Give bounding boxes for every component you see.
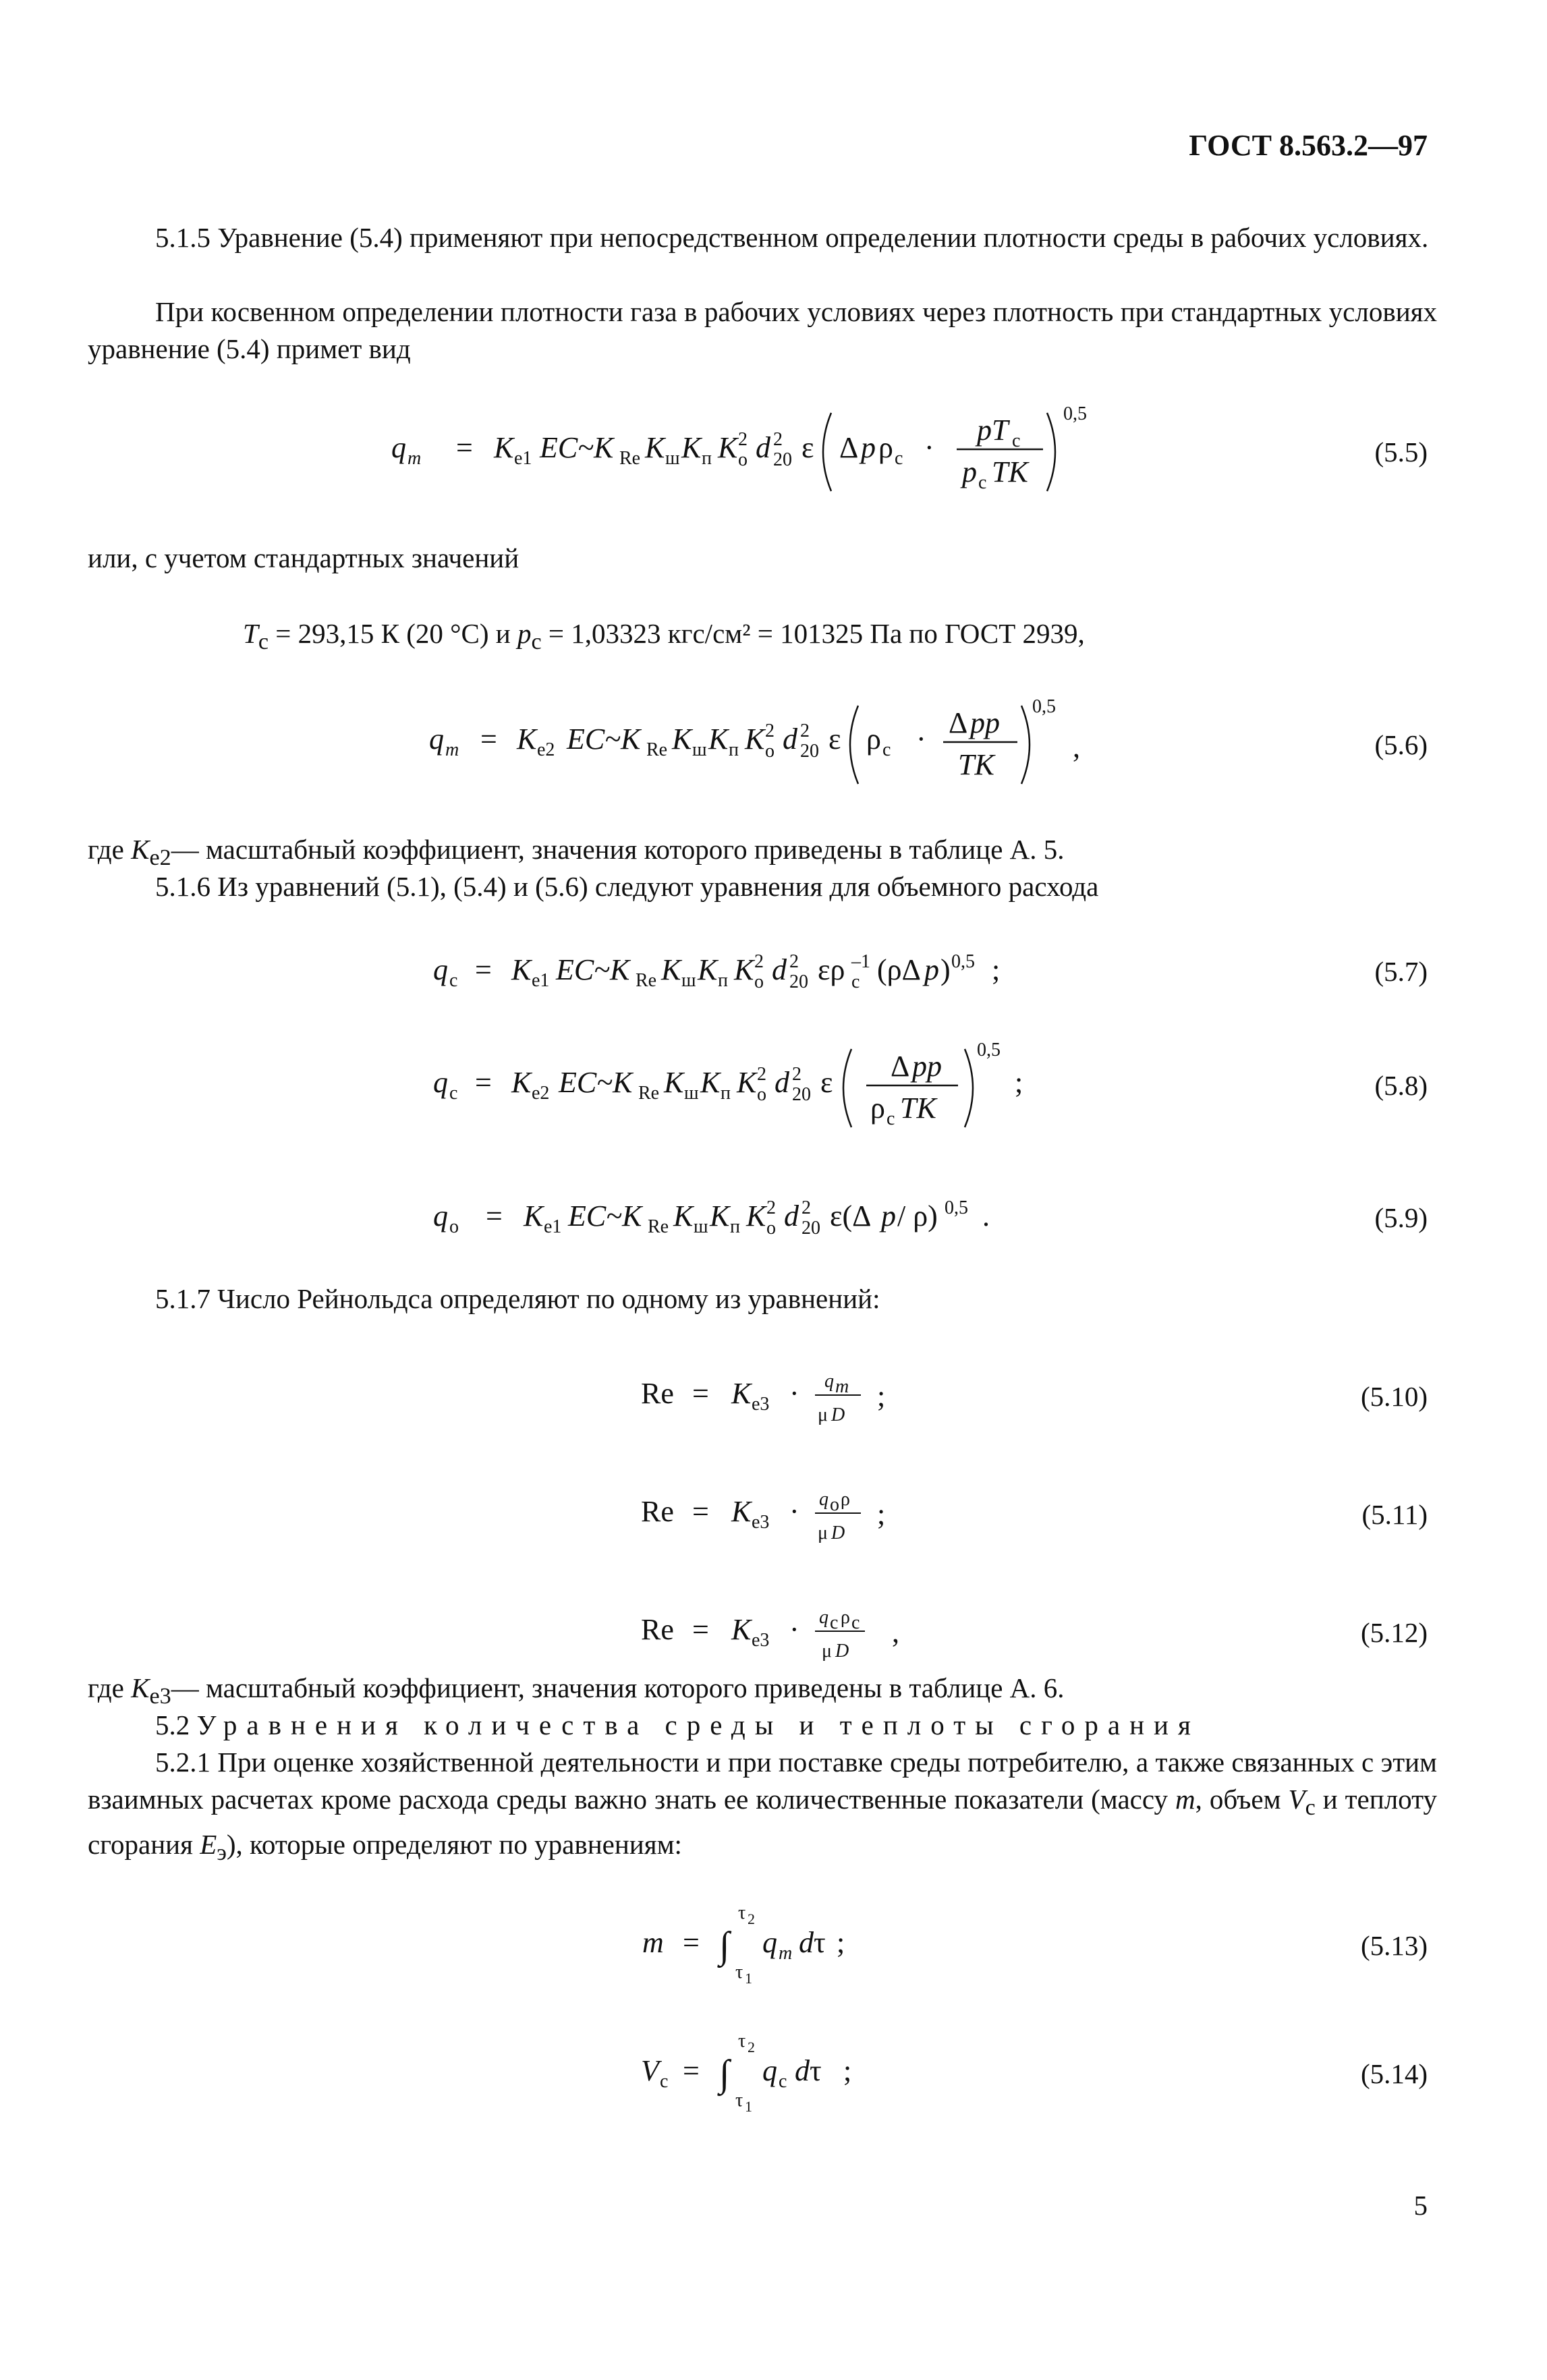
svg-text:;: ; <box>843 2054 852 2087</box>
svg-text:2: 2 <box>792 1064 801 1085</box>
svg-text:о: о <box>766 1218 776 1239</box>
svg-text:0,5: 0,5 <box>977 1040 1001 1060</box>
svg-text:п: п <box>718 970 728 991</box>
svg-text:K: K <box>664 1066 684 1099</box>
svg-text:Δ: Δ <box>839 431 859 464</box>
svg-text:pp: pp <box>970 706 1000 739</box>
svg-text:q: q <box>819 1489 828 1510</box>
svg-text:EC~K: EC~K <box>567 722 641 756</box>
svg-text:=: = <box>475 1066 492 1099</box>
svg-text:ш: ш <box>665 448 680 469</box>
svg-text:е1: е1 <box>544 1216 562 1237</box>
svg-text:d: d <box>756 431 770 464</box>
paragraph-5-1-5: 5.1.5 Уравнение (5.4) применяют при непосредственном определении плотности среды в рабочих условиях. <box>155 222 1429 253</box>
equation-5-10 <box>0 1356 1547 1464</box>
svg-text:п: п <box>729 739 739 760</box>
svg-text:Re: Re <box>636 970 657 991</box>
paragraph-ke3-definition: где $K_{е3}—$ масштабный коэффициент, значения которого приведены в таблице А. 6. <box>88 1672 1065 1709</box>
equation-number-5-7: (5.7) <box>1374 956 1428 987</box>
svg-text:K: K <box>517 722 537 756</box>
svg-text:τ: τ <box>738 1902 746 1923</box>
svg-text:о: о <box>754 971 764 992</box>
svg-text:μ: μ <box>822 1641 833 1662</box>
svg-text:Re: Re <box>641 1377 674 1410</box>
svg-text:K: K <box>731 1495 752 1528</box>
svg-text:·: · <box>924 431 934 464</box>
svg-text:K: K <box>731 1377 752 1410</box>
svg-text:,: , <box>1073 731 1080 764</box>
svg-text:е3: е3 <box>752 1394 770 1415</box>
equation-5-6-formula <box>0 695 1547 803</box>
svg-text:(ρΔ: (ρΔ <box>877 953 921 986</box>
svg-text:q: q <box>824 1371 834 1392</box>
svg-text:о: о <box>830 1494 839 1515</box>
svg-text:Re: Re <box>638 1083 660 1104</box>
svg-text:d: d <box>772 953 787 986</box>
svg-text:/ ρ): / ρ) <box>897 1199 938 1232</box>
svg-text:20: 20 <box>789 971 808 992</box>
svg-text:1: 1 <box>745 2098 752 2115</box>
svg-text:20: 20 <box>801 1218 820 1239</box>
svg-text:d: d <box>799 1926 814 1959</box>
equation-number-5-14: (5.14) <box>1360 2058 1428 2089</box>
svg-text:q: q <box>433 1199 448 1232</box>
svg-text:ρ: ρ <box>870 1092 885 1125</box>
svg-text:K: K <box>511 1066 532 1099</box>
svg-text:K: K <box>673 1199 694 1232</box>
svg-text:D: D <box>835 1641 849 1662</box>
svg-text:q: q <box>819 1607 828 1628</box>
svg-text:d: d <box>783 722 797 756</box>
svg-text:q: q <box>433 1066 448 1099</box>
svg-text:m: m <box>779 1943 793 1964</box>
equation-5-7 <box>0 931 1547 1039</box>
svg-text:q: q <box>762 2054 777 2087</box>
svg-text:;: ; <box>877 1380 886 1413</box>
equation-5-13-formula <box>0 1896 1547 1990</box>
svg-text:K: K <box>681 431 702 464</box>
svg-text:K: K <box>698 953 718 986</box>
equation-5-12-formula <box>0 1592 1547 1673</box>
svg-text:с: с <box>895 448 903 469</box>
svg-text:∫: ∫ <box>719 1925 730 1966</box>
svg-text:q: q <box>433 953 448 986</box>
svg-text:Re: Re <box>648 1216 669 1237</box>
svg-text:ε: ε <box>820 1066 833 1099</box>
svg-text:Re: Re <box>619 448 641 469</box>
svg-text:K: K <box>745 722 765 756</box>
svg-text:0,5: 0,5 <box>951 951 975 972</box>
svg-text:.: . <box>982 1199 990 1232</box>
svg-text:V: V <box>641 2054 659 2087</box>
svg-text:о: о <box>738 449 748 470</box>
svg-text:TK: TK <box>958 748 994 781</box>
svg-text:τ: τ <box>738 2031 746 2051</box>
svg-text:;: ; <box>877 1498 886 1531</box>
equation-5-10-formula <box>0 1356 1547 1437</box>
svg-text:μ: μ <box>818 1523 828 1543</box>
svg-text:K: K <box>672 722 692 756</box>
svg-text:е1: е1 <box>514 448 532 469</box>
svg-text:с: с <box>779 2071 787 2092</box>
svg-text:ρ: ρ <box>841 1489 850 1510</box>
svg-text:∫: ∫ <box>719 2053 730 2095</box>
svg-text:·: · <box>789 1613 799 1646</box>
svg-text:K: K <box>661 953 681 986</box>
svg-text:TK: TK <box>992 455 1028 488</box>
svg-text:;: ; <box>837 1926 845 1959</box>
svg-text:K: K <box>734 953 754 986</box>
equation-5-11-formula <box>0 1474 1547 1555</box>
svg-text:0,5: 0,5 <box>945 1197 968 1218</box>
svg-text:,: , <box>892 1616 899 1649</box>
svg-text:=: = <box>692 1613 709 1646</box>
svg-text:;: ; <box>1015 1066 1023 1099</box>
equation-number-5-6: (5.6) <box>1374 729 1428 760</box>
equation-number-5-5: (5.5) <box>1374 436 1428 468</box>
svg-text:K: K <box>737 1066 757 1099</box>
svg-text:ρ: ρ <box>878 431 893 464</box>
equation-5-13 <box>0 1896 1547 2004</box>
svg-text:е3: е3 <box>752 1512 770 1533</box>
svg-text:μ: μ <box>818 1405 828 1425</box>
svg-text:п: п <box>730 1216 740 1237</box>
svg-text:K: K <box>710 1199 730 1232</box>
svg-text:2: 2 <box>748 1910 755 1927</box>
svg-text:=: = <box>475 953 492 986</box>
svg-text:D: D <box>831 1405 845 1425</box>
svg-text:20: 20 <box>800 741 819 762</box>
svg-text:=: = <box>683 1926 700 1959</box>
svg-text:е2: е2 <box>537 739 555 760</box>
svg-text:pp: pp <box>912 1050 942 1083</box>
equation-5-8-formula <box>0 1036 1547 1143</box>
svg-text:=: = <box>683 2054 700 2087</box>
equation-5-14 <box>0 2024 1547 2132</box>
svg-text:Δ: Δ <box>891 1050 910 1083</box>
svg-text:ε: ε <box>801 431 814 464</box>
equation-5-11 <box>0 1474 1547 1582</box>
svg-text:2: 2 <box>754 951 764 972</box>
paragraph-5-1-6: 5.1.6 Из уравнений (5.1), (5.4) и (5.6) следуют уравнения для объемного расхода <box>155 871 1099 902</box>
page-number: 5 <box>1413 2190 1428 2221</box>
svg-text:d: d <box>784 1199 799 1232</box>
equation-number-5-12: (5.12) <box>1360 1617 1428 1648</box>
svg-text:K: K <box>524 1199 544 1232</box>
document-code: ГОСТ 8.563.2—97 <box>1189 129 1428 162</box>
svg-text:с: с <box>887 1108 895 1129</box>
svg-text:K: K <box>511 953 532 986</box>
svg-text:·: · <box>789 1495 799 1528</box>
svg-text:d: d <box>775 1066 789 1099</box>
svg-text:m: m <box>835 1376 849 1397</box>
svg-text:2: 2 <box>800 720 810 741</box>
svg-text:с: с <box>882 739 891 760</box>
svg-text:ερ: ερ <box>818 953 845 986</box>
equation-number-5-9: (5.9) <box>1374 1202 1428 1233</box>
equation-number-5-10: (5.10) <box>1360 1381 1428 1412</box>
svg-text:m: m <box>642 1926 664 1959</box>
svg-text:с: с <box>978 472 987 493</box>
svg-text:1: 1 <box>745 1970 752 1987</box>
svg-text:K: K <box>645 431 665 464</box>
equation-5-14-formula <box>0 2024 1547 2118</box>
svg-text:ш: ш <box>681 970 696 991</box>
svg-text:20: 20 <box>773 449 792 470</box>
equation-5-5 <box>0 398 1547 506</box>
svg-text:K: K <box>700 1066 721 1099</box>
svg-text:ш: ш <box>684 1083 699 1104</box>
svg-text:с: с <box>851 971 860 992</box>
svg-text:о: о <box>449 1216 459 1237</box>
svg-text:е3: е3 <box>752 1630 770 1651</box>
svg-text:TK: TK <box>900 1092 936 1125</box>
equation-5-9-formula <box>0 1177 1547 1258</box>
svg-text:с: с <box>449 970 458 991</box>
svg-text:2: 2 <box>789 951 799 972</box>
svg-text:–1: –1 <box>851 951 870 972</box>
paragraph-or-standard: или, с учетом стандартных значений <box>88 542 519 573</box>
svg-text:Re: Re <box>641 1613 674 1646</box>
svg-text:D: D <box>831 1523 845 1543</box>
svg-text:=: = <box>480 722 497 756</box>
svg-text:20: 20 <box>792 1084 811 1105</box>
svg-text:EC~K: EC~K <box>540 431 614 464</box>
svg-text:;: ; <box>992 953 1001 986</box>
svg-text:K: K <box>731 1613 752 1646</box>
svg-text:ρ: ρ <box>841 1607 850 1628</box>
svg-text:с: с <box>449 1083 458 1104</box>
svg-text:·: · <box>789 1377 799 1410</box>
svg-text:е1: е1 <box>532 970 550 991</box>
svg-text:d: d <box>795 2054 810 2087</box>
svg-text:2: 2 <box>766 1197 776 1218</box>
svg-text:EC~K: EC~K <box>568 1199 642 1232</box>
equation-5-9 <box>0 1177 1547 1285</box>
svg-text:=: = <box>692 1495 709 1528</box>
equation-number-5-13: (5.13) <box>1360 1930 1428 1961</box>
svg-text:ε(Δ: ε(Δ <box>830 1199 872 1232</box>
svg-text:K: K <box>708 722 729 756</box>
svg-text:pT: pT <box>977 414 1009 447</box>
equation-5-6 <box>0 695 1547 803</box>
svg-text:EC~K: EC~K <box>559 1066 633 1099</box>
svg-text:τ: τ <box>735 1962 743 1983</box>
svg-text:ρ: ρ <box>866 722 881 756</box>
standard-values-line: $T_с = 293,15$ К (20 °С) и $p_с = 1,03323$ кгс/см² = 101325 Па по ГОСТ 2939, <box>243 618 1085 655</box>
svg-text:2: 2 <box>801 1197 811 1218</box>
svg-text:о: о <box>757 1084 766 1105</box>
svg-text:=: = <box>486 1199 503 1232</box>
svg-text:0,5: 0,5 <box>1063 403 1087 424</box>
svg-text:EC~K: EC~K <box>556 953 630 986</box>
svg-text:τ: τ <box>735 2090 743 2111</box>
svg-text:0,5: 0,5 <box>1032 696 1056 717</box>
equation-5-7-formula <box>0 931 1547 1012</box>
svg-text:p: p <box>924 953 939 986</box>
svg-text:п: п <box>702 448 712 469</box>
svg-text:с: с <box>1012 430 1021 451</box>
equation-number-5-11: (5.11) <box>1361 1499 1428 1530</box>
svg-text:q: q <box>762 1926 777 1959</box>
paragraph-indirect-density: При косвенном определении плотности газа в рабочих условиях через плотность при стандартных условиях уравнение (5.4) примет вид <box>88 296 1437 364</box>
equation-5-8 <box>0 1036 1547 1143</box>
svg-text:p: p <box>881 1199 896 1232</box>
svg-text:2: 2 <box>748 2039 755 2056</box>
svg-text:Re: Re <box>641 1495 674 1528</box>
svg-text:q: q <box>429 722 444 756</box>
svg-text:p: p <box>861 431 876 464</box>
svg-text:=: = <box>456 431 473 464</box>
equation-number-5-8: (5.8) <box>1374 1070 1428 1101</box>
svg-text:·: · <box>916 722 926 756</box>
svg-text:p: p <box>962 455 977 488</box>
svg-text:m: m <box>445 739 459 760</box>
svg-text:е2: е2 <box>532 1083 550 1104</box>
svg-text:=: = <box>692 1377 709 1410</box>
svg-text:2: 2 <box>757 1064 766 1085</box>
svg-text:2: 2 <box>773 429 783 450</box>
paragraph-ke2-definition: где $K_{е2}—$ масштабный коэффициент, значения которого приведены в таблице А. 5. <box>88 834 1065 871</box>
svg-text:с: с <box>830 1612 839 1633</box>
svg-text:K: K <box>718 431 738 464</box>
svg-text:ш: ш <box>694 1216 708 1237</box>
svg-text:Re: Re <box>646 739 668 760</box>
svg-text:с: с <box>851 1612 860 1633</box>
svg-text:ш: ш <box>692 739 707 760</box>
svg-text:τ: τ <box>810 2054 822 2087</box>
svg-text:ε: ε <box>828 722 841 756</box>
svg-text:K: K <box>746 1199 766 1232</box>
section-heading-5-2: 5.2 Уравнения количества среды и теплоты сгорания <box>155 1709 1200 1740</box>
svg-text:): ) <box>940 953 951 986</box>
svg-text:K: K <box>494 431 514 464</box>
svg-text:q: q <box>391 431 406 464</box>
paragraph-5-2-1: 5.2.1 При оценке хозяйственной деятельности и при поставке среды потребителю, а также связанных с этим взаимных расчетах кроме расхода среды важно знать ее количественные показатели (массу m, объем $V_с$ и теплоту сгорания $E_э$), которые определяют по уравнениям: <box>88 1747 1437 1866</box>
svg-text:2: 2 <box>765 720 775 741</box>
svg-text:п: п <box>721 1083 731 1104</box>
svg-text:m: m <box>407 448 422 469</box>
svg-text:Δ: Δ <box>949 706 968 739</box>
svg-text:о: о <box>765 741 775 762</box>
svg-text:с: с <box>660 2071 669 2092</box>
equation-5-5-formula <box>0 398 1547 506</box>
svg-text:2: 2 <box>738 429 748 450</box>
paragraph-5-1-7: 5.1.7 Число Рейнольдса определяют по одному из уравнений: <box>155 1283 880 1314</box>
svg-text:τ: τ <box>814 1926 826 1959</box>
